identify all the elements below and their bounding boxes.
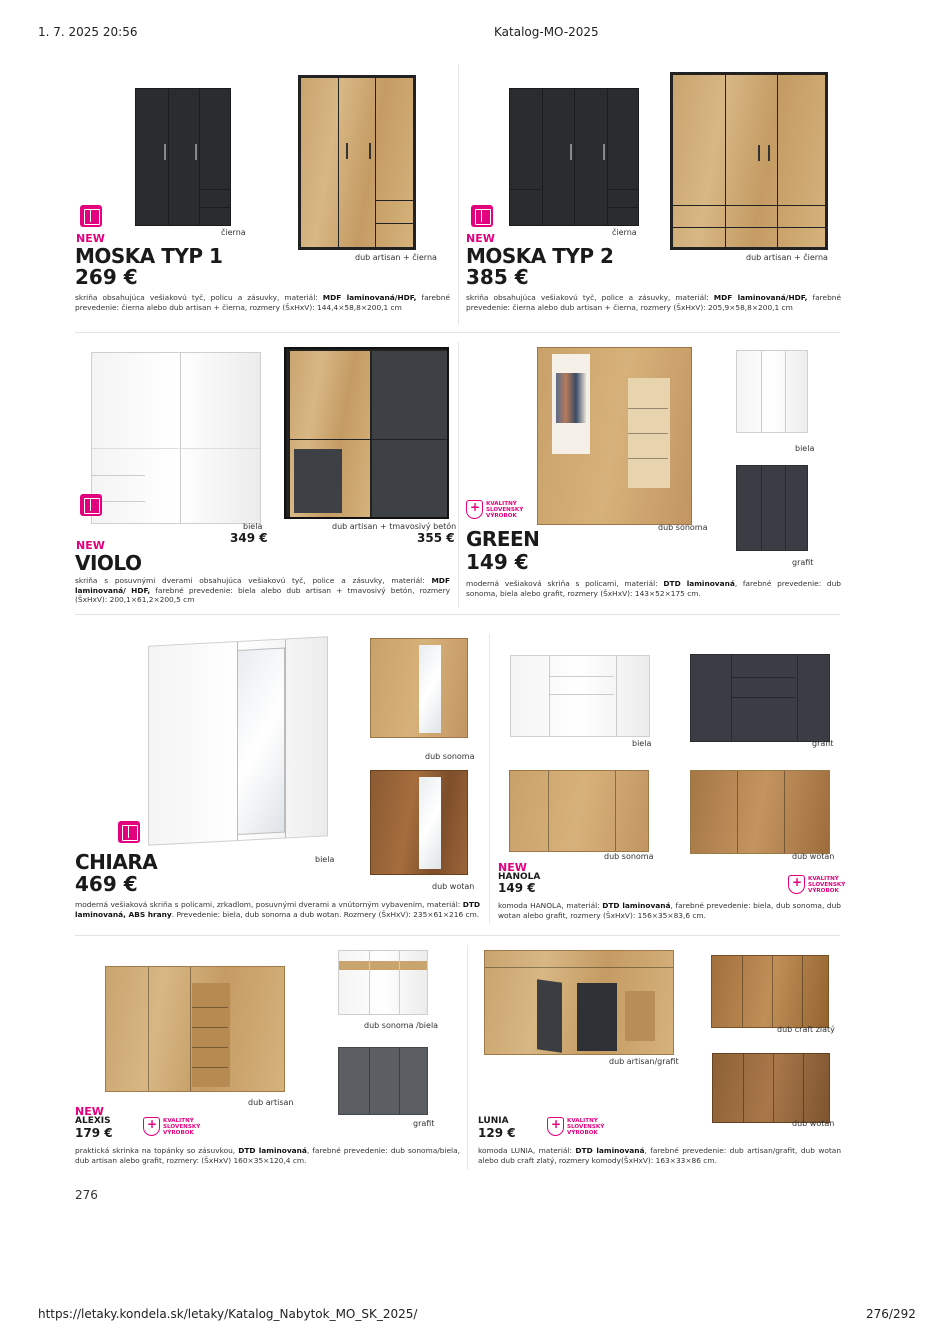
shoe-cabinet-image-artisan — [105, 966, 285, 1092]
divider — [489, 634, 490, 924]
wardrobe-category-icon — [118, 821, 140, 843]
document-title: Katalog-MO-2025 — [494, 25, 599, 39]
new-label: NEW — [75, 1105, 104, 1118]
variant-caption: biela — [315, 855, 335, 864]
variant-caption: grafit — [812, 739, 834, 748]
divider — [467, 945, 468, 1170]
new-label: NEW — [466, 232, 495, 245]
variant-caption: dub sonoma — [658, 523, 708, 532]
dresser-image-wotan — [712, 1053, 830, 1123]
wardrobe-category-icon — [471, 205, 493, 227]
product-price: 385 € — [466, 265, 529, 289]
shield-icon — [466, 500, 483, 519]
shield-icon — [788, 875, 805, 894]
variant-caption: čierna — [612, 228, 637, 237]
variant-caption: dub artisan + čierna — [355, 253, 437, 262]
dresser-image-grafit — [690, 654, 830, 742]
variant-caption: biela — [632, 739, 652, 748]
quality-slovak-product-badge: + KVALITNÝ SLOVENSKÝ VÝROBOK — [466, 500, 523, 519]
product-name: VIOLO — [75, 551, 142, 575]
variant-caption: dub wotan — [792, 1119, 835, 1128]
wardrobe-image-sonoma — [370, 638, 468, 738]
dresser-image-white — [510, 655, 650, 737]
variant-caption: dub sonoma — [604, 852, 654, 861]
wardrobe-image-wotan — [370, 770, 468, 875]
shield-icon — [547, 1117, 564, 1136]
wardrobe-image-black — [509, 88, 639, 226]
variant-caption: grafit — [413, 1119, 435, 1128]
variant-price: 355 € — [417, 531, 455, 545]
product-description: moderná vešiaková skriňa s policami, zrkadlom, posuvnými dverami a vnútorným vybavením, materiál: DTD laminovaná, ABS hrany. Prevedenie: biela, dub sonoma a dub wotan. Rozmery (ŠxHxV): 235×61×216 cm. — [75, 900, 480, 919]
product-name: HANOLA — [498, 872, 541, 882]
divider — [458, 342, 459, 607]
variant-caption: grafit — [792, 558, 814, 567]
new-label: NEW — [498, 861, 527, 874]
footer-url[interactable]: https://letaky.kondela.sk/letaky/Katalog_Nabytok_MO_SK_2025/ — [38, 1307, 418, 1321]
product-description: komoda LUNIA, materiál: DTD laminovaná, farebné prevedenie: dub artisan/grafit, dub wotan alebo dub craft zlatý, rozmery komody(ŠxHxV): 163×33×86 cm. — [478, 1146, 842, 1165]
variant-caption: dub sonoma /biela — [364, 1021, 439, 1030]
product-price: 469 € — [75, 872, 138, 896]
product-name: CHIARA — [75, 850, 158, 874]
variant-caption: biela — [243, 522, 263, 531]
wardrobe-image-grafit — [736, 465, 808, 551]
page-number: 276 — [75, 1188, 98, 1202]
quality-slovak-product-badge: + KVALITNÝ SLOVENSKÝ VÝROBOK — [788, 875, 845, 894]
dresser-image-artisan-grafit — [484, 950, 674, 1055]
variant-caption: čierna — [221, 228, 246, 237]
product-price: 179 € — [75, 1126, 113, 1140]
variant-caption: dub craft zlatý — [777, 1025, 835, 1034]
wardrobe-category-icon — [80, 494, 102, 516]
wardrobe-image-artisan-concrete — [284, 347, 449, 519]
quality-slovak-product-badge: + KVALITNÝ SLOVENSKÝ VÝROBOK — [547, 1117, 604, 1136]
dresser-image-craft-gold — [711, 955, 829, 1028]
dresser-image-wotan — [690, 770, 830, 854]
product-description: skriňa obsahujúca vešiakovú tyč, police a zásuvky, materiál: MDF laminovaná/HDF, farebné prevedenie: čierna alebo dub artisan + čierna, rozmery (ŠxHxV): 205,9×58,8×200,1 cm — [466, 293, 841, 312]
shield-icon — [143, 1117, 160, 1136]
wardrobe-image-white-mirror — [148, 636, 328, 845]
wardrobe-image-white — [91, 352, 261, 524]
product-description: moderná vešiaková skriňa s policami, materiál: DTD laminovaná, farebné prevedenie: dub sonoma, biela alebo grafit, rozmery (ŠxHxV): 143×52×175 cm. — [466, 579, 841, 598]
wardrobe-image-sonoma-open — [537, 347, 692, 525]
product-price: 149 € — [498, 881, 536, 895]
shoe-cabinet-image-grafit — [338, 1047, 428, 1115]
variant-caption: dub artisan — [248, 1098, 294, 1107]
quality-slovak-product-badge: + KVALITNÝ SLOVENSKÝ VÝROBOK — [143, 1117, 200, 1136]
variant-caption: dub artisan + čierna — [746, 253, 828, 262]
product-price: 269 € — [75, 265, 138, 289]
divider — [75, 332, 840, 333]
wardrobe-image-white — [736, 350, 808, 433]
product-name: MOSKA TYP 1 — [75, 244, 223, 268]
divider — [75, 614, 840, 615]
print-datetime: 1. 7. 2025 20:56 — [38, 25, 138, 39]
product-price: 129 € — [478, 1126, 516, 1140]
shoe-cabinet-image-sonoma-white — [338, 950, 428, 1015]
variant-caption: dub artisan/grafit — [609, 1057, 679, 1066]
variant-caption: dub wotan — [432, 882, 475, 891]
variant-caption: dub sonoma — [425, 752, 475, 761]
variant-caption: dub wotan — [792, 852, 835, 861]
product-price: 149 € — [466, 550, 529, 574]
new-label: NEW — [76, 539, 105, 552]
wardrobe-image-black — [135, 88, 231, 226]
variant-caption: biela — [795, 444, 815, 453]
product-description: skriňa s posuvnými dverami obsahujúca vešiakovú tyč, police a zásuvky, materiál: MDF laminovaná/ HDF, farebné prevedenie: biela alebo dub artisan + tmavosivý betón, rozmery (ŠxHxV): 200,1×61,2×200,5 cm — [75, 576, 450, 604]
variant-caption: dub artisan + tmavosivý betón — [332, 522, 457, 531]
product-description: skriňa obsahujúca vešiakovú tyč, policu a zásuvky, materiál: MDF laminovaná/HDF, farebné prevedenie: čierna alebo dub artisan + čierna, rozmery (ŠxHxV): 144,4×58,8×200,1 cm — [75, 293, 450, 312]
product-name: MOSKA TYP 2 — [466, 244, 614, 268]
product-name: LUNIA — [478, 1116, 509, 1126]
product-description: praktická skrinka na topánky so zásuvkou, DTD laminovaná, farebné prevedenie: dub sonoma/biela, dub artisan alebo grafit, rozmery: (ŠxHxV) 160×35×120,4 cm. — [75, 1146, 460, 1165]
product-name: ALEXIS — [75, 1116, 111, 1126]
new-label: NEW — [76, 232, 105, 245]
variant-price: 349 € — [230, 531, 268, 545]
divider — [458, 65, 459, 325]
divider — [75, 935, 840, 936]
product-description: komoda HANOLA, materiál: DTD laminovaná, farebné prevedenie: biela, dub sonoma, dub wotan alebo grafit, rozmery (ŠxHxV): 156×35×83,6 cm. — [498, 901, 841, 920]
wardrobe-image-artisan — [298, 75, 416, 250]
dresser-image-sonoma — [509, 770, 649, 852]
wardrobe-image-artisan — [670, 72, 828, 250]
product-name: GREEN — [466, 527, 540, 551]
wardrobe-category-icon — [80, 205, 102, 227]
page-count: 276/292 — [866, 1307, 916, 1321]
